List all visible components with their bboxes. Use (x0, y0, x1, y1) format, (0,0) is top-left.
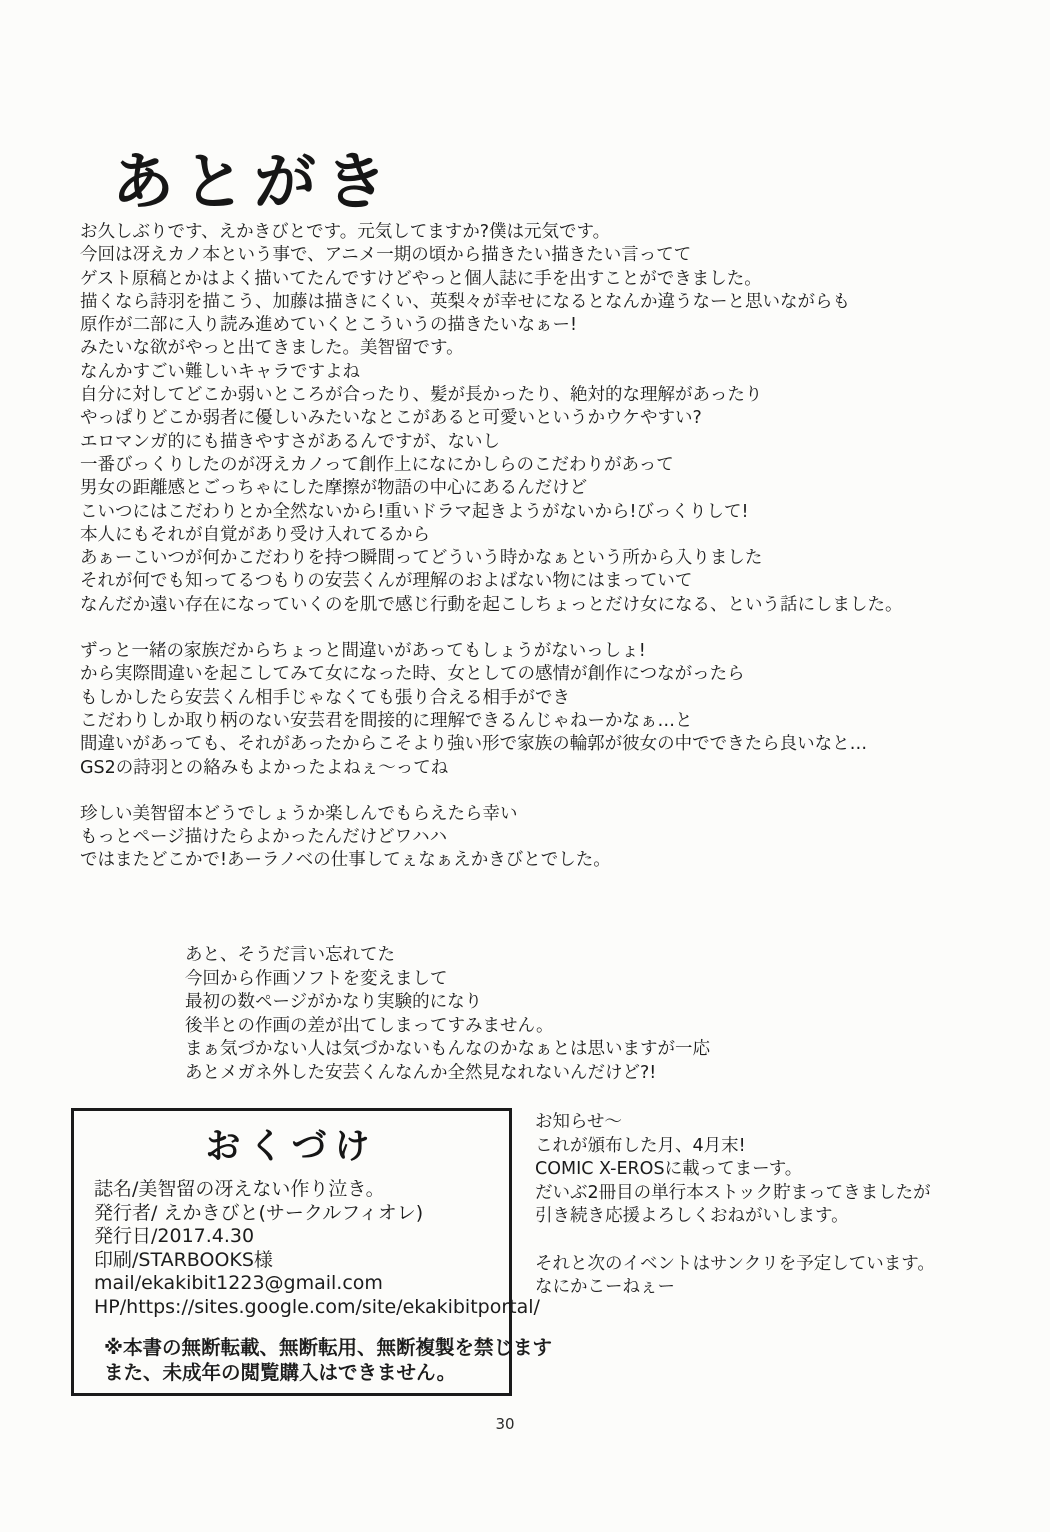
text-line: mail/ekakibit1223@gmail.com (94, 1272, 383, 1295)
text-line: やっぱりどこか弱者に優しいみたいなとこがあると可愛いというかウケやすい? (80, 408, 702, 429)
text-line: みたいな欲がやっと出てきました。美智留です。 (80, 338, 464, 359)
text-line: それが何でも知ってるつもりの安芸くんが理解のおよばない物にはまっていて (80, 571, 693, 592)
afterword-body (80, 221, 980, 873)
afterword-paragraph-2 (80, 640, 980, 780)
text-line: お知らせ〜 (535, 1112, 622, 1132)
text-line: 自分に対してどこか弱いところが合ったり、髪が長かったり、絶対的な理解があったり (80, 385, 763, 406)
text-line (535, 1229, 935, 1253)
colophon-disclaimer (104, 1335, 552, 1385)
text-line: また、未成年の閲覧購入はできません。 (104, 1360, 457, 1384)
colophon-title: おくづけ (205, 1126, 378, 1167)
text-line: ゲスト原稿とかはよく描いてたんですけどやっと個人誌に手を出すことができました。 (80, 268, 762, 289)
text-line: 誌名/美智留の冴えない作り泣き。 (94, 1178, 385, 1200)
text-line: 引き続き応援よろしくおねがいします。 (535, 1206, 849, 1227)
text-line: なんかすごい難しいキャラですよね (80, 361, 360, 382)
text-line: 後半との作画の差が出てしまってすみません。 (185, 1015, 554, 1036)
text-line: あと、そうだ言い忘れてた (185, 945, 395, 965)
text-line: 珍しい美智留本どうでしょうか楽しんでもらえたら幸い (80, 803, 518, 824)
text-line: 間違いがあっても、それがあったからこそより強い形で家族の輪郭が彼女の中でできたら良いなと… (80, 734, 868, 755)
colophon-details (94, 1178, 540, 1320)
page-title: あとがき (112, 145, 397, 218)
text-line: 本人にもそれが自覚があり受け入れてるから (80, 524, 430, 545)
text-line: なにかこーねぇー (535, 1277, 675, 1298)
text-line: こいつにはこだわりとか全然ないから!重いドラマ起きようがないから!びっくりして! (80, 501, 749, 522)
text-line: 印刷/STARBOOKS様 (94, 1248, 273, 1271)
text-line: 原作が二部に入り読み進めていくとこういうの描きたいなぁー! (80, 315, 578, 336)
text-line: こだわりしか取り柄のない安芸君を間接的に理解できるんじゃねーかなぁ…と (80, 710, 693, 731)
text-line: あとメガネ外した安芸くんなんか全然見なれないんだけど?! (185, 1062, 657, 1083)
postscript-note (185, 944, 710, 1086)
text-line: これが頒布した月、4月末! (535, 1135, 746, 1156)
text-line: なんだか遠い存在になっていくのを肌で感じ行動を起こしちょっとだけ女になる、という話にしました。 (80, 594, 903, 615)
text-line: GS2の詩羽との絡みもよかったよねぇ〜ってね (80, 757, 449, 778)
text-line: お久しぶりです、えかきびとです。元気してますか?僕は元気です。 (80, 222, 611, 242)
text-line: あぁーこいつが何かこだわりを持つ瞬間ってどういう時かなぁという所から入りました (80, 548, 763, 569)
text-line: ではまたどこかで!あーラノベの仕事してぇなぁえかきびとでした。 (80, 850, 611, 871)
text-line: 男女の距離感とごっちゃにした摩擦が物語の中心にあるんだけど (80, 478, 588, 499)
text-line: 一番びっくりしたのが冴えカノって創作上になにかしらのこだわりがあって (80, 454, 674, 475)
page-number: 30 (495, 1415, 515, 1433)
text-line: 描くなら詩羽を描こう、加藤は描きにくい、英梨々が幸せになるとなんか違うなーと思いながらも (80, 291, 850, 312)
text-line: 今回から作画ソフトを変えまして (185, 968, 448, 989)
afterword-paragraph-1 (80, 221, 980, 617)
afterword-paragraph-3 (80, 803, 980, 873)
text-line: 最初の数ページがかなり実験的になり (185, 992, 483, 1013)
text-line: ずっと一緒の家族だからちょっと間違いがあってもしょうがないっしょ! (80, 641, 646, 662)
text-line: まぁ気づかない人は気づかないもんなのかなぁとは思いますが一応 (185, 1039, 710, 1060)
text-line: COMIC X-EROSに載ってまーす。 (535, 1159, 803, 1180)
text-line: 今回は冴えカノ本という事で、アニメ一期の頃から描きたい描きたい言ってて (80, 245, 692, 266)
text-line: もしかしたら安芸くん相手じゃなくても張り合える相手ができ (80, 687, 570, 708)
text-line: だいぶ2冊目の単行本ストック貯まってきましたが (535, 1182, 931, 1203)
text-line: 発行者/ えかきびと(サークルフィオレ) (94, 1201, 424, 1224)
colophon-box (71, 1108, 552, 1396)
text-line: HP/https://sites.google.com/site/ekakibitportal/ (94, 1295, 540, 1318)
text-line: ※本書の無断転載、無断転用、無断複製を禁じます (104, 1335, 552, 1359)
text-line: それと次のイベントはサンクリを予定しています。 (535, 1253, 935, 1274)
text-line: 発行日/2017.4.30 (94, 1225, 255, 1248)
text-line: エロマンガ的にも描きやすさがあるんですが、ないし (80, 431, 500, 452)
text-line: から実際間違いを起こしてみて女になった時、女としての感情が創作につながったら (80, 664, 745, 685)
text-line: もっとページ描けたらよかったんだけどワハハ (80, 827, 448, 848)
announcement-column (535, 1111, 935, 1300)
